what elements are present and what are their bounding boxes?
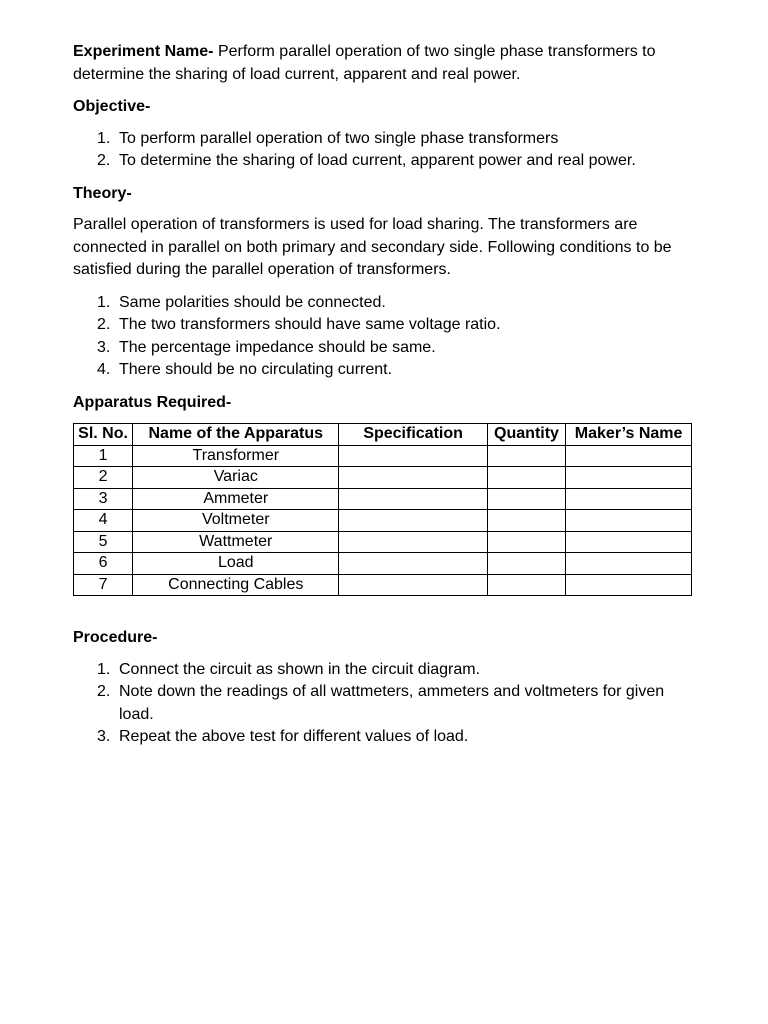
- cell-specification: [339, 445, 487, 467]
- list-item: [73, 659, 696, 682]
- theory-heading: Theory-: [73, 184, 132, 202]
- cell-quantity: [487, 531, 565, 553]
- list-item: [73, 150, 696, 173]
- cell-specification: [339, 510, 487, 532]
- list-item-text: Connect the circuit as shown in the circuit diagram.: [119, 660, 481, 678]
- list-item-number: 3.: [97, 338, 111, 356]
- list-item-text: Note down the readings of all wattmeters, ammeters and voltmeters for given load.: [119, 683, 665, 723]
- procedure-heading: Procedure-: [73, 629, 158, 646]
- cell-sl-no: 1: [74, 445, 133, 467]
- list-item-text: There should be no circulating current.: [119, 361, 393, 378]
- cell-maker-name: [566, 553, 692, 575]
- list-item: [73, 359, 696, 382]
- table-row: [74, 510, 692, 532]
- apparatus-table: [73, 423, 692, 596]
- table-row: [74, 467, 692, 489]
- column-header-apparatus-name: Name of the Apparatus: [133, 424, 339, 446]
- cell-sl-no: 5: [74, 531, 133, 553]
- column-header-sl-no: Sl. No.: [74, 424, 133, 446]
- objective-list: [73, 128, 696, 173]
- cell-maker-name: [566, 510, 692, 532]
- experiment-name-paragraph: [73, 41, 696, 86]
- table-row: [74, 553, 692, 575]
- cell-sl-no: 7: [74, 574, 133, 596]
- list-item-number: 1.: [97, 293, 111, 311]
- column-header-maker-name: Maker’s Name: [566, 424, 692, 446]
- list-item-number: 2.: [97, 152, 111, 169]
- cell-apparatus-name: Voltmeter: [133, 510, 339, 532]
- cell-quantity: [487, 488, 565, 510]
- cell-specification: [339, 488, 487, 510]
- cell-specification: [339, 467, 487, 489]
- cell-apparatus-name: Ammeter: [133, 488, 339, 510]
- column-header-quantity: Quantity: [487, 424, 565, 446]
- cell-quantity: [487, 467, 565, 489]
- cell-maker-name: [566, 445, 692, 467]
- list-item: [73, 128, 696, 151]
- table-row: [74, 531, 692, 553]
- list-item-number: 3.: [97, 728, 111, 745]
- list-item: [73, 292, 696, 315]
- table-row: [74, 488, 692, 510]
- list-item-text: The two transformers should have same voltage ratio.: [119, 316, 501, 333]
- cell-sl-no: 6: [74, 553, 133, 575]
- theory-conditions-list: [73, 292, 696, 382]
- list-item-text: To determine the sharing of load current, apparent power and real power.: [119, 152, 636, 169]
- list-item: [73, 314, 696, 337]
- list-item-number: 2.: [97, 316, 111, 333]
- cell-specification: [339, 531, 487, 553]
- table-row: [74, 574, 692, 596]
- cell-sl-no: 2: [74, 467, 133, 489]
- cell-apparatus-name: Connecting Cables: [133, 574, 339, 596]
- list-item: [73, 681, 696, 726]
- list-item-text: Same polarities should be connected.: [119, 293, 386, 311]
- list-item-number: 1.: [97, 660, 111, 678]
- cell-sl-no: 3: [74, 488, 133, 510]
- cell-apparatus-name: Wattmeter: [133, 531, 339, 553]
- apparatus-heading: Apparatus Required-: [73, 393, 232, 411]
- cell-specification: [339, 574, 487, 596]
- cell-specification: [339, 553, 487, 575]
- list-item-text: The percentage impedance should be same.: [119, 338, 436, 356]
- cell-apparatus-name: Transformer: [133, 445, 339, 467]
- list-item-number: 1.: [97, 129, 111, 147]
- cell-maker-name: [566, 531, 692, 553]
- list-item: [73, 337, 696, 360]
- table-row: [74, 445, 692, 467]
- cell-sl-no: 4: [74, 510, 133, 532]
- cell-quantity: [487, 574, 565, 596]
- theory-paragraph: Parallel operation of transformers is used for load sharing. The transformers are connected in parallel on both primary and secondary side. Following conditions to be satisfied during the parallel operation of transformers.: [73, 216, 672, 278]
- table-header-row: [74, 424, 692, 446]
- list-item-text: Repeat the above test for different values of load.: [119, 728, 469, 745]
- cell-quantity: [487, 510, 565, 532]
- list-item: [73, 726, 696, 749]
- experiment-name-label: Experiment Name-: [73, 43, 214, 60]
- column-header-specification: Specification: [339, 424, 487, 446]
- cell-quantity: [487, 445, 565, 467]
- list-item-number: 4.: [97, 361, 111, 378]
- objective-heading: Objective-: [73, 98, 151, 115]
- cell-apparatus-name: Variac: [133, 467, 339, 489]
- list-item-text: To perform parallel operation of two single phase transformers: [119, 129, 559, 147]
- cell-maker-name: [566, 574, 692, 596]
- cell-maker-name: [566, 488, 692, 510]
- procedure-list: [73, 659, 696, 749]
- cell-apparatus-name: Load: [133, 553, 339, 575]
- list-item-number: 2.: [97, 683, 111, 700]
- cell-quantity: [487, 553, 565, 575]
- cell-maker-name: [566, 467, 692, 489]
- experiment-name-text: Perform parallel operation of two single phase transformers to determine the sharing of load current, apparent and real power.: [73, 43, 656, 83]
